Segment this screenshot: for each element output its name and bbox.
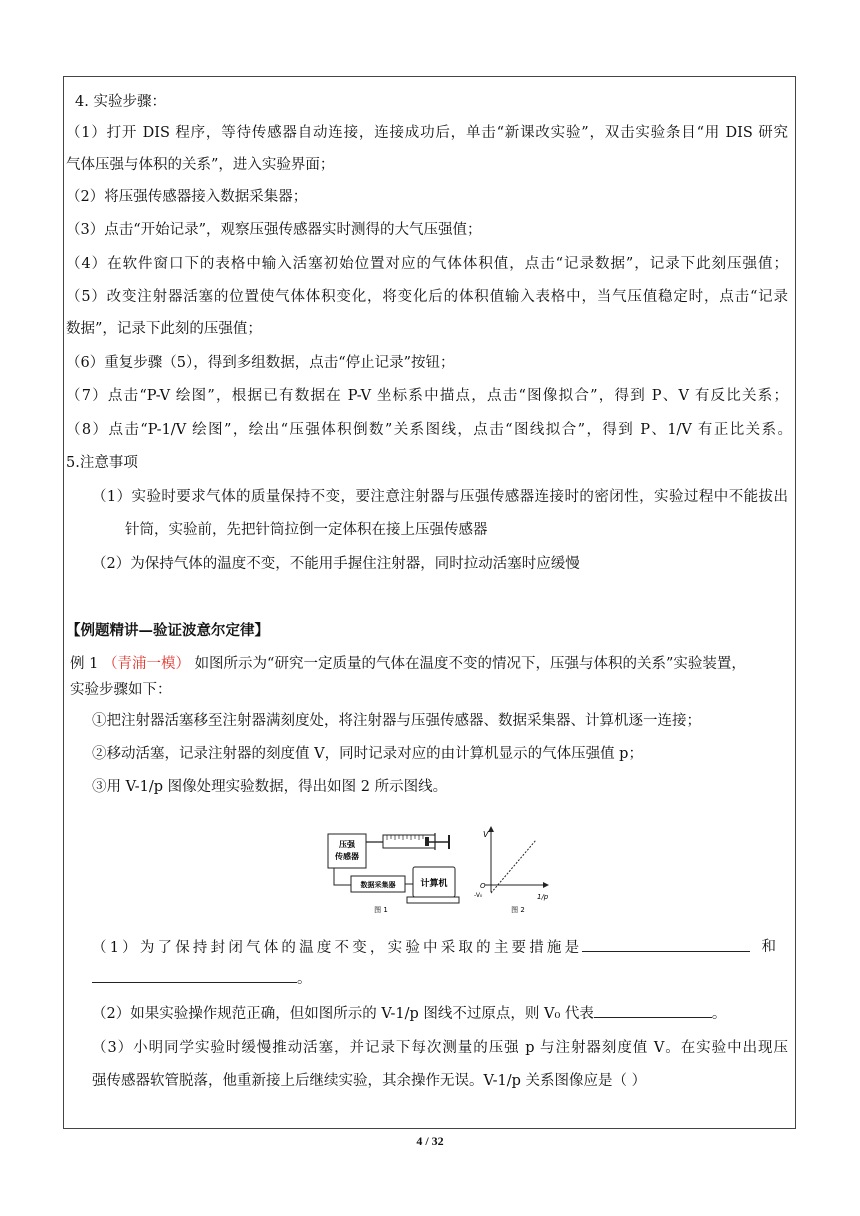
section4-heading: 4. 实验步骤： bbox=[75, 94, 166, 110]
example-intro-2: 实验步骤如下： bbox=[70, 682, 172, 698]
example-prefix: 例 1 bbox=[70, 656, 99, 672]
question-1-and: 和 bbox=[761, 939, 776, 955]
note-2: （2）为保持气体的温度不变，不能用手握住注射器，同时拉动活塞时应缓慢 bbox=[92, 556, 580, 572]
step-1-line-1: （1）打开 DIS 程序，等待传感器自动连接，连接成功后，单击“新课改实验”，双击实验条目“用 DIS 研究 bbox=[66, 125, 788, 141]
x-axis-label: 1/p bbox=[537, 893, 549, 901]
step-4: （4）在软件窗口下的表格中输入活塞初始位置对应的气体体积值，点击“记录数据”，记录下此刻压强值； bbox=[66, 256, 788, 272]
fig1-caption: 图 1 bbox=[374, 906, 388, 914]
sensor-label-2: 传感器 bbox=[335, 852, 359, 861]
answer-blank-3[interactable] bbox=[594, 1003, 712, 1018]
section5-heading: 5.注意事项 bbox=[66, 455, 138, 471]
example-intro bbox=[70, 654, 746, 674]
computer-base bbox=[407, 897, 459, 903]
origin-label: O bbox=[480, 882, 486, 890]
v0-label: -V₀ bbox=[474, 892, 483, 899]
question-3-line-2: 强传感器软管脱落，他重新接上后继续实验，其余操作无误。V-1/p 关系图像应是（ ） bbox=[92, 1073, 647, 1089]
fig2-caption: 图 2 bbox=[511, 906, 525, 914]
experiment-figure bbox=[325, 825, 550, 917]
answer-blank-1[interactable] bbox=[582, 937, 750, 952]
example-intro-text: 如图所示为“研究一定质量的气体在温度不变的情况下，压强与体积的关系”实验装置， bbox=[194, 656, 746, 672]
question-1-text: （1）为了保持封闭气体的温度不变，实验中采取的主要措施是 bbox=[92, 940, 583, 956]
question-1-line-2 bbox=[92, 968, 312, 989]
step-2: （2）将压强传感器接入数据采集器； bbox=[66, 189, 308, 205]
sensor-label-1: 压强 bbox=[339, 840, 355, 849]
question-2 bbox=[92, 1003, 726, 1024]
example-source: （青浦一模） bbox=[102, 656, 190, 672]
question-1-line-1 bbox=[92, 937, 776, 958]
page-number: 4 / 32 bbox=[416, 1134, 444, 1148]
example-title: 【例题精讲—验证波意尔定律】 bbox=[66, 622, 269, 639]
example-step-3: ③用 V-1/p 图像处理实验数据，得出如图 2 所示图线。 bbox=[92, 779, 448, 795]
example-step-2: ②移动活塞，记录注射器的刻度值 V，同时记录对应的由计算机显示的气体压强值 p； bbox=[92, 746, 643, 762]
step-5-line-1: （5）改变注射器活塞的位置使气体体积变化，将变化后的体积值输入表格中，当气压值稳定时，点击“记录 bbox=[66, 289, 788, 305]
answer-blank-2[interactable] bbox=[92, 968, 297, 983]
question-2-end: 。 bbox=[711, 1006, 727, 1022]
computer-label: 计算机 bbox=[420, 879, 448, 889]
step-5-line-2: 数据”，记录下此刻的压强值； bbox=[66, 321, 262, 337]
v-axis-label: V bbox=[483, 830, 489, 839]
question-1-end: 。 bbox=[297, 971, 312, 987]
question-2-text: （2）如果实验操作规范正确，但如图所示的 V-1/p 图线不过原点，则 V₀ 代表 bbox=[92, 1006, 594, 1022]
step-1-line-2: 气体压强与体积的关系”，进入实验界面； bbox=[66, 157, 335, 173]
step-3: （3）点击“开始记录”，观察压强传感器实时测得的大气压强值； bbox=[66, 222, 482, 238]
question-3-line-1: （3）小明同学实验时缓慢推动活塞，并记录下每次测量的压强 p 与注射器刻度值 V。在实验中出现压 bbox=[92, 1040, 788, 1056]
example-step-1: ①把注射器活塞移至注射器满刻度处，将注射器与压强传感器、数据采集器、计算机逐一连接； bbox=[92, 713, 701, 729]
collector-label: 数据采集器 bbox=[360, 881, 396, 889]
step-8: （8）点击“P-1/V 绘图”，绘出“压强体积倒数”关系图线，点击“图线拟合”，得到 P、1/V 有正比关系。 bbox=[66, 422, 792, 438]
step-6: （6）重复步骤（5），得到多组数据，点击“停止记录”按钮； bbox=[66, 355, 455, 371]
note-1-line-1: （1）实验时要求气体的质量保持不变，要注意注射器与压强传感器连接时的密闭性，实验过程中不能拔出 bbox=[92, 489, 788, 505]
cable-1 bbox=[334, 868, 351, 885]
step-7: （7）点击“P-V 绘图”，根据已有数据在 P-V 坐标系中描点，点击“图像拟合”，得到 P、V 有反比关系； bbox=[66, 388, 788, 404]
note-1-line-2: 针筒，实验前，先把针筒拉倒一定体积在接上压强传感器 bbox=[125, 522, 488, 538]
syringe-piston bbox=[425, 837, 429, 846]
